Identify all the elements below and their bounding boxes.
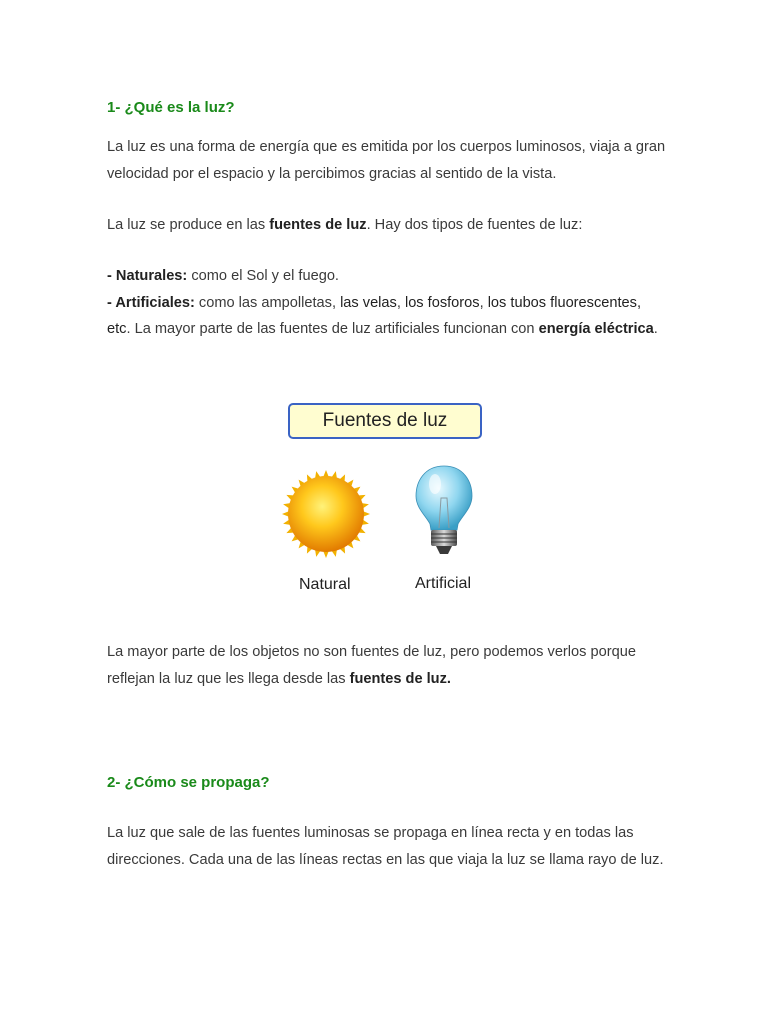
naturales-text: como el Sol y el fuego. [187,268,339,284]
energia-electrica-bold: energía eléctrica [538,321,654,337]
p3-bold-fuentes: fuentes de luz. [349,670,451,687]
naturales-label: - Naturales: [107,268,188,284]
artificiales-label: - Artificiales: [107,294,195,311]
artificial-label: Artificial [415,575,472,592]
artificiales-text-e: , [479,294,488,311]
artificiales-text-f: los tubos fluorescentes, etc [107,294,642,337]
artificiales-text-a: como las ampolletas, [194,294,341,311]
section-2-heading: 2- ¿Cómo se propaga? [107,774,270,791]
section-1-paragraph-3 [107,639,667,692]
section-1-paragraph-2 [107,212,667,239]
section-1-paragraph-1: La luz es una forma de energía que es emitida por los cuerpos luminosos, viaja a gran velocidad por el espacio y la percibimos gracias al sentido de la vista. [107,139,666,182]
p2-bold-fuentes: fuentes de luz [269,217,367,233]
section-1-heading: 1- ¿Qué es la luz? [107,99,235,116]
artificiales-text-d: los fosforos [404,294,480,311]
section-2-paragraph-1: La luz que sale de las fuentes luminosas se propaga en línea recta y en todas las direcciones. Cada una de las líneas rectas en las que viaja la luz se llama rayo de luz. [107,825,664,868]
figure-title-box: Fuentes de luz [288,403,482,439]
artificiales-text-c: , [396,294,405,311]
artificiales-text-g: . La mayor parte de las fuentes de luz artificiales funcionan con [126,321,539,337]
p2-text-a: La luz se produce en las [107,217,270,233]
artificiales-text-i: . [653,321,658,337]
p3-text-a: La mayor parte de los objetos no son fuentes de luz, pero podemos verlos porque reflejan la luz que les llega desde las [107,644,636,687]
artificiales-text-b: las velas [340,294,397,311]
light-bulb-icon [0,464,768,564]
p2-text-c: . Hay dos tipos de fuentes de luz: [366,217,583,233]
natural-label: Natural [299,576,351,593]
light-sources-list [107,263,667,343]
